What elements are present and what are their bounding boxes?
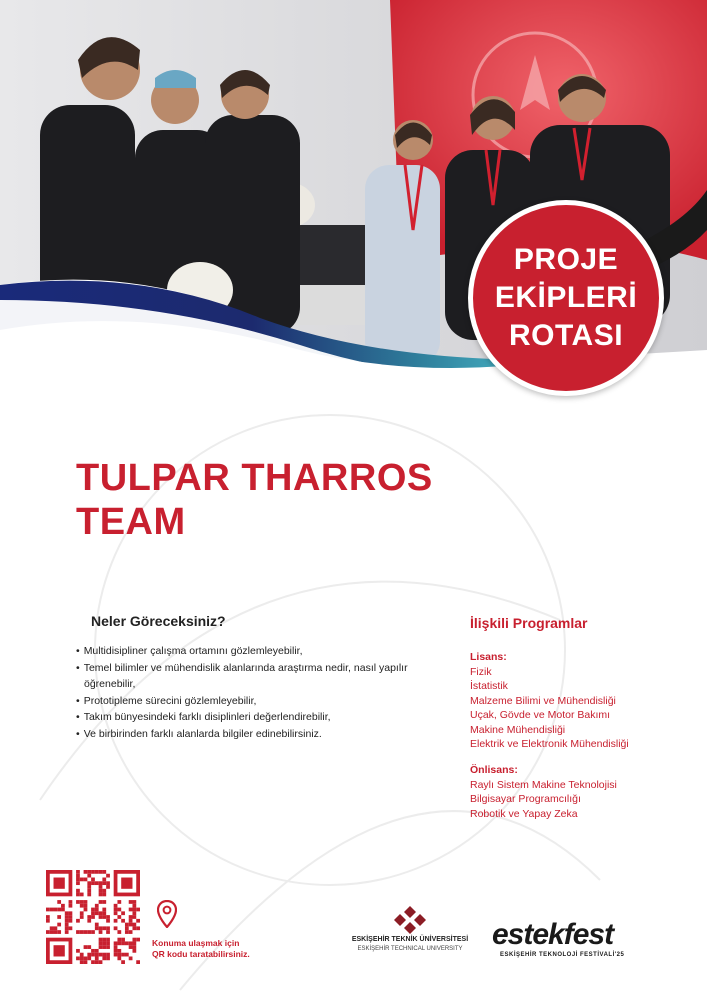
program-item: Raylı Sistem Makine Teknolojisi: [470, 778, 617, 791]
team-title-line-1: TULPAR THARROS: [76, 457, 433, 499]
program-item: Bilgisayar Programcılığı: [470, 793, 581, 805]
qr-note-line-2: QR kodu taratabilirsiniz.: [152, 949, 250, 959]
program-item: Elektrik ve Elektronik Mühendisliği: [470, 738, 629, 750]
university-name-tr: ESKİŞEHİR TEKNİK ÜNİVERSİTESİ: [351, 936, 469, 943]
list-item: • Multidisipliner çalışma ortamını gözlemleyebilir,: [72, 643, 432, 660]
onlisans-programs: [470, 763, 617, 821]
what-to-see-heading: Neler Göreceksiniz?: [91, 613, 226, 629]
team-title: [76, 456, 433, 544]
badge-line-2: EKİPLERİ: [494, 281, 638, 314]
badge-line-1: PROJE: [513, 243, 619, 276]
festival-logo: estekfest: [492, 918, 614, 951]
university-name-en: ESKİŞEHİR TECHNICAL UNIVERSITY: [357, 946, 463, 952]
program-item: Fizik: [470, 665, 492, 678]
team-title-line-2: TEAM: [76, 501, 186, 543]
lisans-programs: [470, 650, 629, 752]
program-item: Uçak, Gövde ve Motor Bakımı: [470, 709, 611, 721]
route-badge: [468, 200, 664, 396]
list-item: • Temel bilimler ve mühendislik alanlarında araştırma nedir, nasıl yapılır öğrenebilir,: [72, 660, 432, 693]
lisans-label: Lisans:: [470, 651, 507, 663]
location-qr-code[interactable]: [46, 870, 140, 964]
what-to-see-list: [72, 643, 432, 742]
qr-note-line-1: Konuma ulaşmak için: [152, 938, 240, 948]
related-programs-heading: İlişkili Programlar: [470, 615, 588, 631]
list-item: • Takım bünyesindeki farklı disiplinleri değerlendirebilir,: [72, 709, 432, 726]
location-pin-icon: [157, 900, 177, 928]
list-item: • Prototipleme sürecini gözlemleyebilir,: [72, 693, 432, 710]
program-item: Robotik ve Yapay Zeka: [470, 807, 578, 820]
badge-line-3: ROTASI: [508, 319, 624, 352]
program-item: Malzeme Bilimi ve Mühendisliği: [470, 694, 616, 707]
program-item: Makine Mühendisliği: [470, 723, 566, 736]
list-item: • Ve birbirinden farklı alanlarda bilgiler edinebilirsiniz.: [72, 726, 432, 743]
university-logo-icon: [392, 904, 432, 936]
program-item: İstatistik: [470, 680, 508, 692]
onlisans-label: Önlisans:: [470, 764, 518, 776]
qr-note: [152, 938, 250, 960]
festival-tagline: ESKİŞEHİR TEKNOLOJİ FESTİVALİ'25: [500, 952, 625, 958]
